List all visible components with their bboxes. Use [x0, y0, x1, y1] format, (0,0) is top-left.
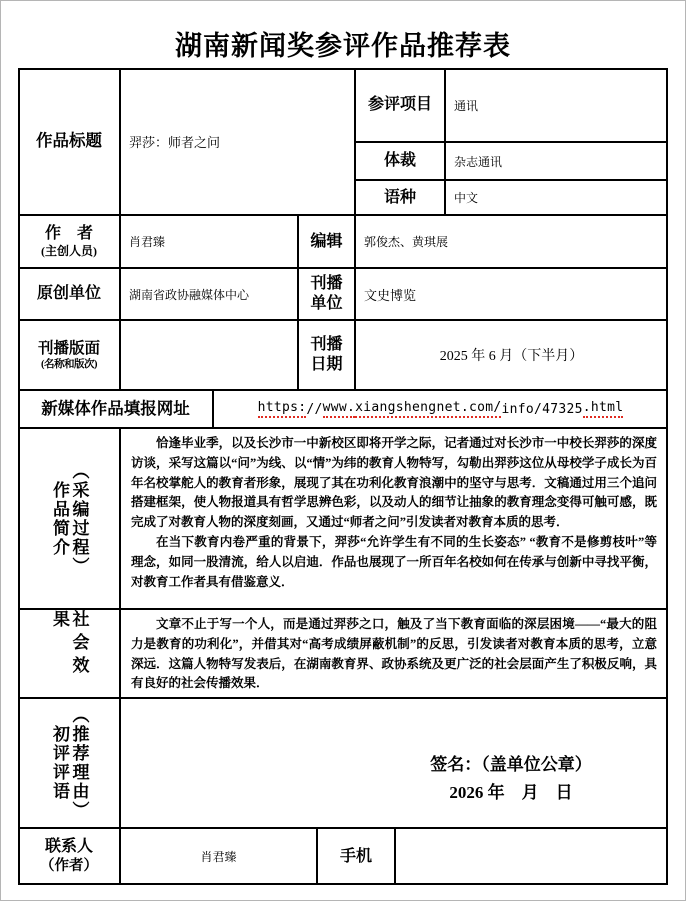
work-intro-label	[18, 428, 120, 609]
work-title-label: 作品标题	[18, 68, 120, 215]
contact-label-main: 联系人	[44, 838, 93, 856]
recommendation-form-table	[18, 68, 668, 885]
language-value: 中文	[445, 180, 668, 215]
work-intro-label-col1: 作品简介	[50, 480, 69, 557]
social-effect-label-col: 社会效果	[50, 610, 89, 679]
genre-label: 体裁	[355, 142, 445, 180]
publish-layout-label	[18, 320, 120, 390]
url-segment: info/47325	[501, 401, 583, 417]
editor-value: 郭俊杰、黄琪展	[355, 215, 668, 268]
contact-value: 肖君臻	[120, 828, 317, 885]
social-effect-label	[18, 609, 120, 698]
entry-item-label: 参评项目	[355, 68, 445, 142]
genre-value: 杂志通讯	[445, 142, 668, 180]
entry-item-value: 通讯	[445, 68, 668, 142]
publish-unit-label: 刊播单位	[298, 268, 355, 320]
social-effect-content	[120, 609, 668, 698]
author-label-sub: (主创人员)	[41, 244, 97, 258]
initial-review-content	[120, 698, 668, 828]
work-intro-paragraph: 恰逢毕业季，以及长沙市一中新校区即将开学之际，记者通过对长沙市一中校长羿莎的深度访谈，采写这篇以“问”为线、以“情”为纬的教育人物特写，勾勒出羿莎这位从母校学子成长为百年名校掌舵人的教育者形象，展现了其在功利化教育浪潮中的坚守与思考．文稿通过用三个追问搭建框架，使人物报道具有哲学思辨色彩，以及动人的细节让抽象的教育理念变得可触可感，既完成了对教育人物的深度刻画，又通过“师者之问”引发读者对教育本质的思考．	[131, 436, 657, 530]
url-segment: xiangshengnet.com/	[355, 400, 501, 418]
origin-unit-value: 湖南省政协融媒体中心	[120, 268, 298, 320]
signature-block	[371, 751, 651, 807]
author-label-main: 作 者	[44, 225, 93, 242]
work-intro-content	[120, 428, 668, 609]
social-effect-paragraph: 文章不止于写一个人，而是通过羿莎之口，触及了当下教育面临的深层困境——“最大的阻力是教育的功利化”，并借其对“高考成绩屏蔽机制”的反思，引发读者对教育本质的思考，立意深远．这篇人物特写发表后，在湖南教育界、政协系统及更广泛的社会层面产生了积极反响，具有良好的社会传播效果．	[131, 617, 657, 691]
contact-label-sub: （作者）	[40, 858, 98, 875]
publish-layout-value	[120, 320, 298, 390]
url-segment: .html	[583, 400, 624, 418]
publish-layout-label-sub: (名称和版次)	[41, 359, 97, 371]
mobile-value	[395, 828, 668, 885]
publish-date-label: 刊播日期	[298, 320, 355, 390]
signature-date-line: 2026 年 月 日	[449, 783, 573, 802]
url-segment: //	[306, 401, 323, 417]
publish-layout-label-main: 刊播版面	[37, 339, 100, 357]
initial-review-label	[18, 698, 120, 828]
publish-unit-value: 文史博览	[355, 268, 668, 320]
url-segment: www.	[323, 400, 356, 418]
mobile-label: 手机	[317, 828, 395, 885]
work-intro-paragraph: 在当下教育内卷严重的背景下，羿莎“允许学生有不同的生长姿态” “教育不是修剪枝叶”等理念，如同一股清流，给人以启迪．作品也展现了一所百年名校如何在传承与创新中寻找平衡，对教育工作者具有借鉴意义．	[131, 534, 657, 589]
url-segment: https:	[258, 400, 307, 418]
form-title: 湖南新闻奖参评作品推荐表	[175, 31, 511, 61]
work-intro-label-col2: （采编过程）	[69, 461, 89, 576]
signature-line: 签名：（盖单位公章）	[430, 755, 592, 774]
editor-label: 编辑	[298, 215, 355, 268]
origin-unit-label: 原创单位	[18, 268, 120, 320]
contact-label	[18, 828, 120, 885]
author-value: 肖君臻	[120, 215, 298, 268]
work-title-value: 羿莎：师者之问	[120, 68, 355, 215]
initial-review-label-col2: （推荐理由）	[69, 706, 89, 820]
publish-date-value: 2025 年 6 月（下半月）	[355, 320, 668, 390]
author-label	[18, 215, 120, 268]
initial-review-label-col1: 初评评语	[50, 725, 69, 801]
new-media-url-label: 新媒体作品填报网址	[18, 390, 213, 428]
new-media-url-value	[213, 390, 668, 428]
language-label: 语种	[355, 180, 445, 215]
